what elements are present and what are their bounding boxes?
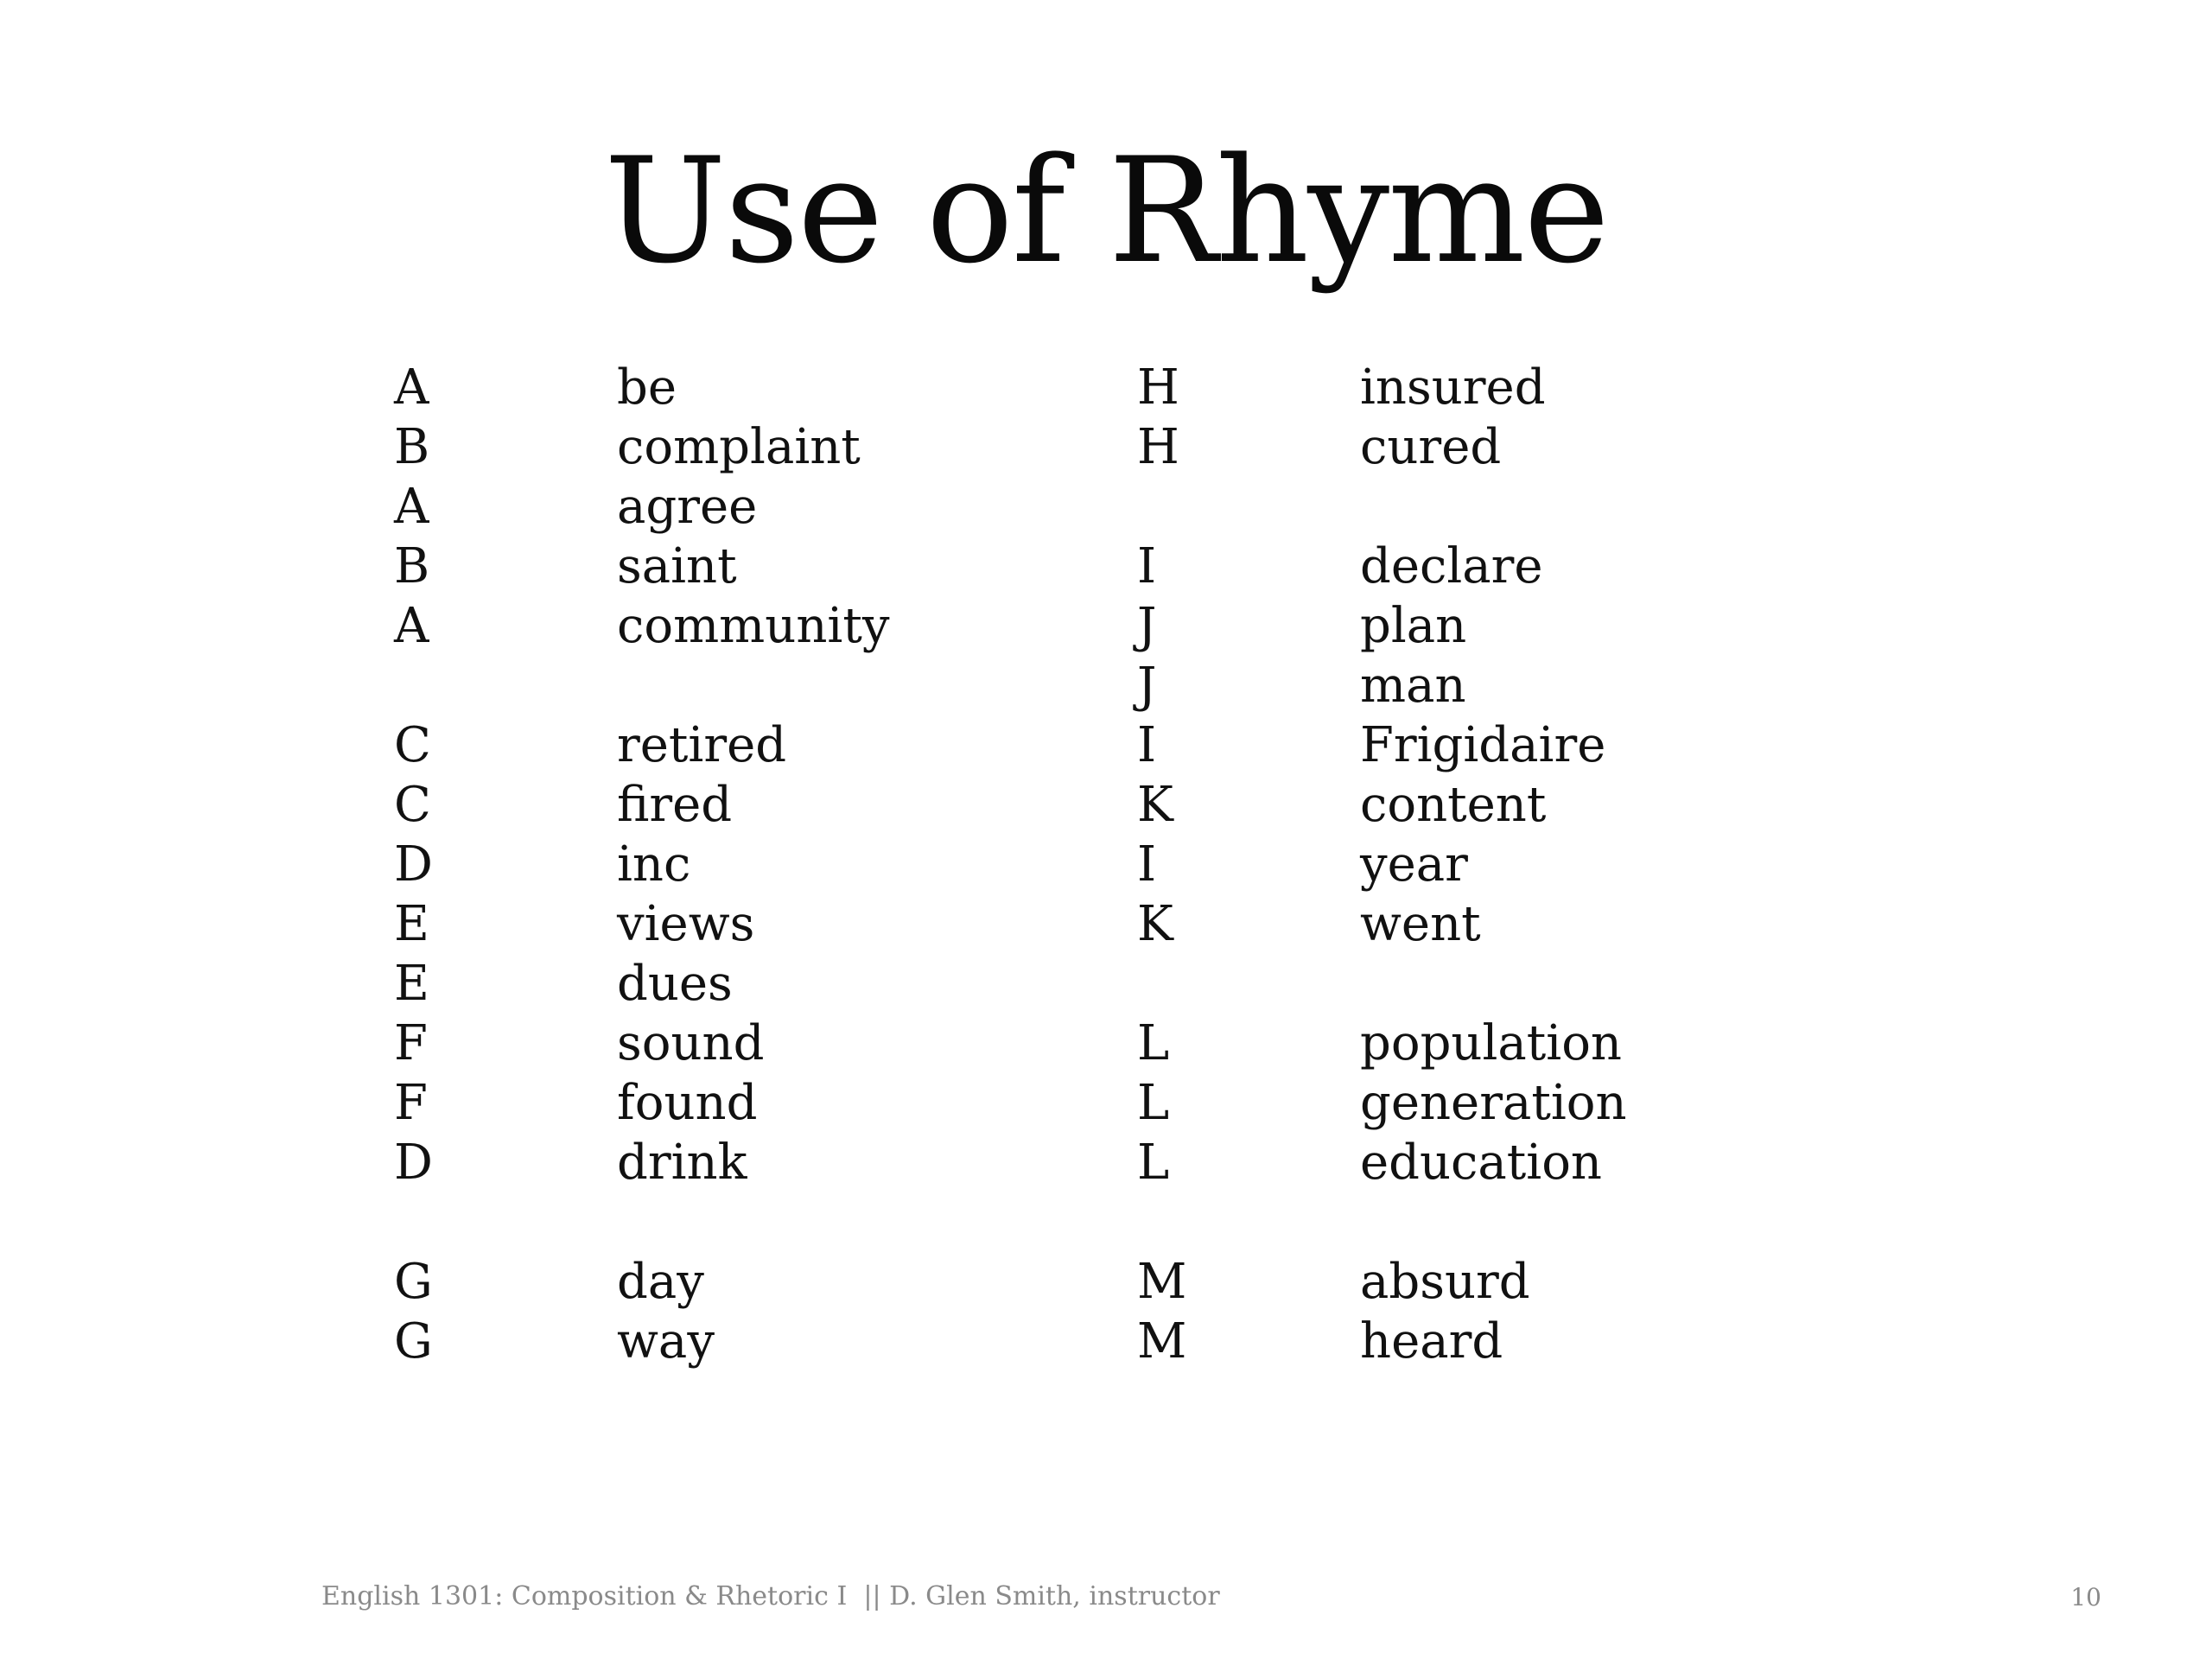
rhyme-scheme-left-column [394, 358, 889, 1371]
rhyme-letter: K [1137, 895, 1173, 952]
rhyme-word: agree [617, 478, 758, 535]
rhyme-row [394, 477, 889, 537]
rhyme-word: heard [1360, 1313, 1503, 1370]
rhyme-letter: I [1137, 537, 1157, 594]
rhyme-letter: I [1137, 716, 1157, 773]
rhyme-word: inc [617, 836, 691, 893]
rhyme-letter: C [394, 776, 431, 833]
rhyme-letter: H [1137, 359, 1179, 416]
rhyme-word: sound [617, 1014, 765, 1071]
rhyme-row [1137, 1073, 1627, 1133]
rhyme-row [1137, 1252, 1627, 1312]
rhyme-letter: I [1137, 836, 1157, 893]
rhyme-word: fired [617, 776, 733, 833]
rhyme-row [394, 596, 889, 656]
rhyme-word: man [1360, 657, 1466, 714]
rhyme-word: education [1360, 1134, 1602, 1191]
rhyme-row [1137, 715, 1627, 775]
rhyme-row [394, 1073, 889, 1133]
rhyme-word: drink [617, 1134, 747, 1191]
rhyme-letter: H [1137, 418, 1179, 475]
stanza-break [1137, 1192, 1627, 1252]
rhyme-letter: K [1137, 776, 1173, 833]
rhyme-row [394, 715, 889, 775]
stanza-break [394, 1192, 889, 1252]
rhyme-letter: B [394, 537, 430, 594]
rhyme-letter: F [394, 1014, 428, 1071]
rhyme-row [1137, 656, 1627, 715]
rhyme-row [1137, 358, 1627, 417]
rhyme-word: generation [1360, 1074, 1627, 1131]
rhyme-letter: C [394, 716, 431, 773]
rhyme-word: year [1360, 836, 1468, 893]
rhyme-letter: A [394, 597, 429, 654]
rhyme-row [394, 358, 889, 417]
rhyme-row [394, 1312, 889, 1371]
rhyme-letter: L [1137, 1014, 1170, 1071]
rhyme-word: insured [1360, 359, 1546, 416]
rhyme-letter: M [1137, 1253, 1187, 1310]
rhyme-letter: D [394, 1134, 433, 1191]
rhyme-word: Frigidaire [1360, 716, 1606, 773]
rhyme-row [1137, 835, 1627, 894]
rhyme-letter: L [1137, 1134, 1170, 1191]
rhyme-word: cured [1360, 418, 1502, 475]
rhyme-letter: J [1137, 657, 1157, 714]
rhyme-word: population [1360, 1014, 1622, 1071]
rhyme-row [394, 1252, 889, 1312]
rhyme-word: found [617, 1074, 758, 1131]
stanza-break [394, 656, 889, 715]
rhyme-word: day [617, 1253, 704, 1310]
rhyme-word: complaint [617, 418, 861, 475]
rhyme-row [394, 1014, 889, 1073]
rhyme-row [394, 835, 889, 894]
rhyme-row [1137, 775, 1627, 835]
rhyme-letter: G [394, 1253, 433, 1310]
rhyme-row [1137, 1133, 1627, 1192]
rhyme-word: community [617, 597, 890, 654]
rhyme-letter: B [394, 418, 430, 475]
rhyme-word: retired [617, 716, 787, 773]
rhyme-letter: E [394, 895, 429, 952]
stanza-break [1137, 477, 1627, 537]
rhyme-word: views [617, 895, 755, 952]
rhyme-row [394, 894, 889, 954]
rhyme-letter: E [394, 955, 429, 1012]
slide-title: Use of Rhyme [604, 126, 1608, 296]
rhyme-row [1137, 1312, 1627, 1371]
rhyme-row [1137, 596, 1627, 656]
rhyme-letter: J [1137, 597, 1157, 654]
rhyme-row [394, 537, 889, 596]
rhyme-word: plan [1360, 597, 1467, 654]
rhyme-letter: F [394, 1074, 428, 1131]
rhyme-row [1137, 894, 1627, 954]
rhyme-letter: D [394, 836, 433, 893]
rhyme-row [1137, 1014, 1627, 1073]
rhyme-row [394, 417, 889, 477]
rhyme-row [1137, 417, 1627, 477]
footer-course-credit: English 1301: Composition & Rhetoric I || D. Glen Smith, instructor [321, 1581, 1220, 1611]
rhyme-row [394, 954, 889, 1014]
rhyme-row [394, 1133, 889, 1192]
rhyme-word: went [1360, 895, 1481, 952]
stanza-break [1137, 954, 1627, 1014]
rhyme-word: be [617, 359, 677, 416]
rhyme-word: saint [617, 537, 737, 594]
rhyme-row [1137, 537, 1627, 596]
rhyme-word: absurd [1360, 1253, 1530, 1310]
rhyme-word: content [1360, 776, 1547, 833]
rhyme-letter: M [1137, 1313, 1187, 1370]
rhyme-letter: A [394, 359, 429, 416]
rhyme-letter: L [1137, 1074, 1170, 1131]
rhyme-letter: A [394, 478, 429, 535]
page-number: 10 [2070, 1583, 2101, 1611]
rhyme-row [394, 775, 889, 835]
rhyme-word: dues [617, 955, 733, 1012]
rhyme-word: way [617, 1313, 715, 1370]
rhyme-word: declare [1360, 537, 1543, 594]
rhyme-scheme-right-column [1137, 358, 1627, 1371]
rhyme-letter: G [394, 1313, 433, 1370]
